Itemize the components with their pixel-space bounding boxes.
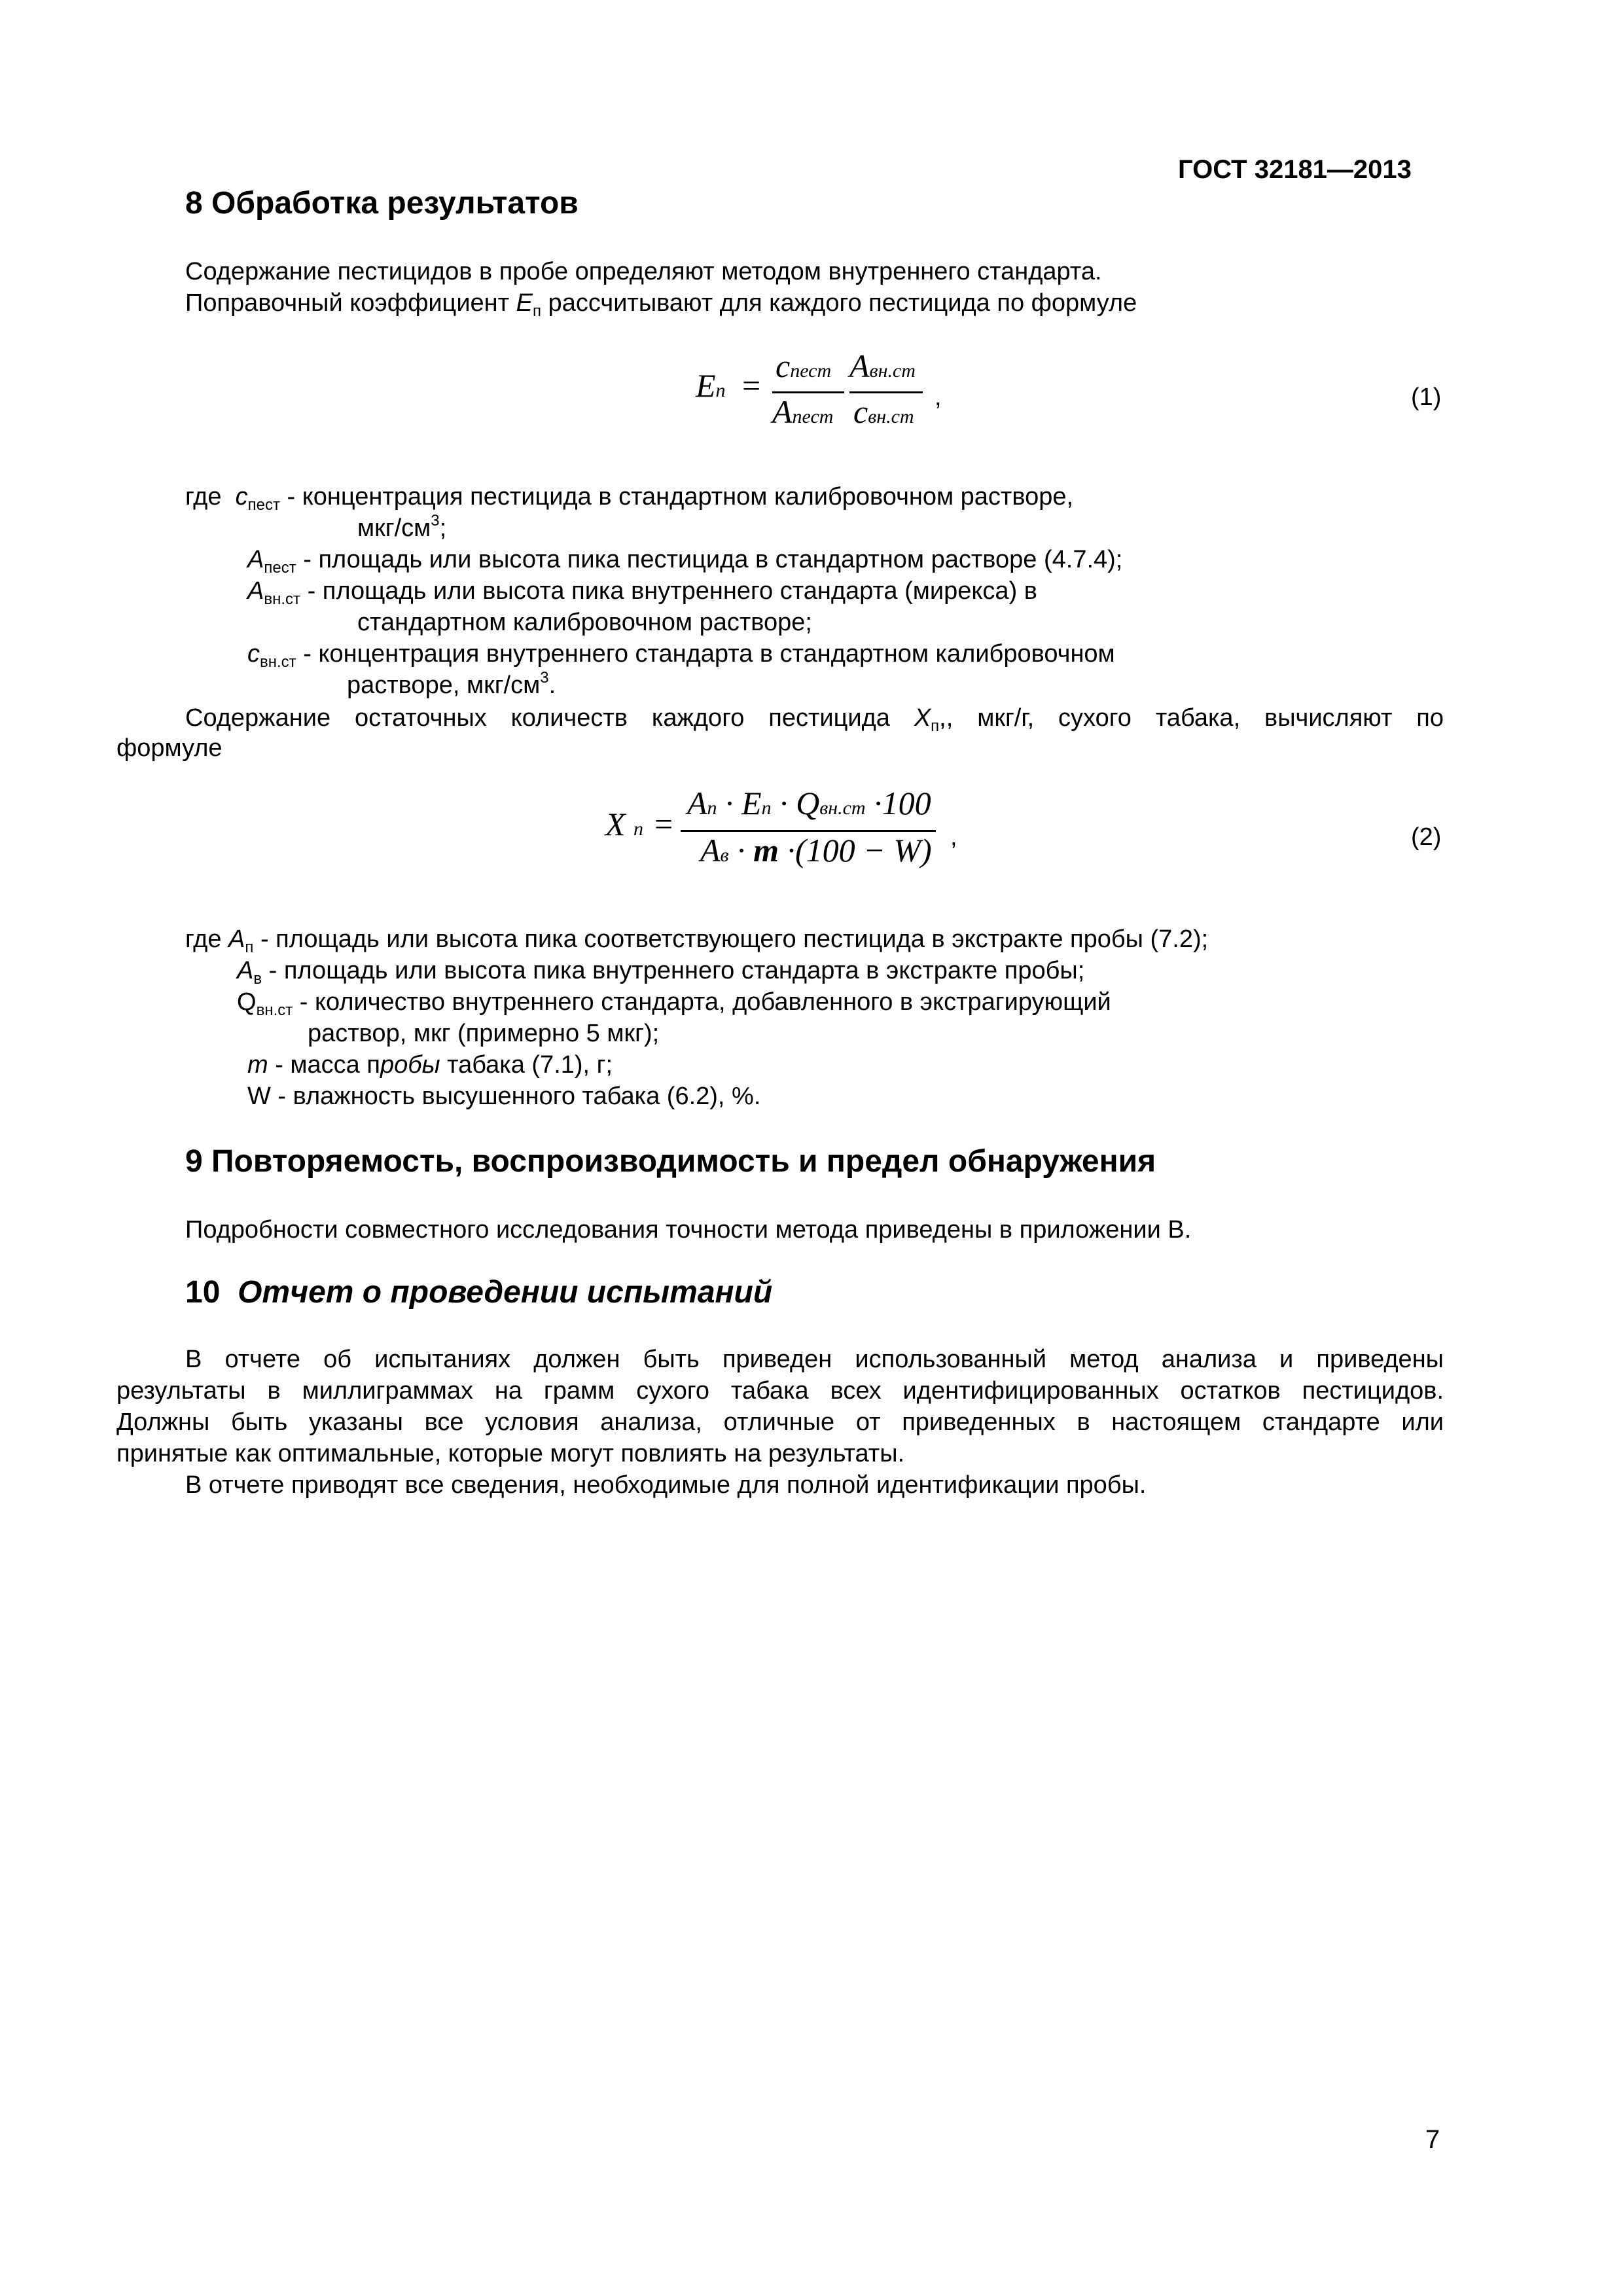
section-8-title: 8 Обработка результатов <box>185 186 579 221</box>
eq2-numerator: An · En · Qвн.ст ·100 <box>687 785 931 821</box>
s10-paragraph-1-line-1: В отчете об испытаниях должен быть приведен использованный метод анализа и приведены <box>185 1346 1444 1373</box>
where2-line-1: где $A_п$ - площадь или высота пика соответствующего пестицида в экстракте пробы (7.2); <box>185 925 1209 956</box>
where1-line-4: $c_{вн.ст}$ - концентрация внутреннего стандарта в стандартном калибровочном <box>247 640 1115 671</box>
s10-paragraph-1-line-3: Должны быть указаны все условия анализа, отличные от приведенных в настоящем стандарте или <box>116 1408 1444 1436</box>
where1-line-1: где $c_{пест}$ - концентрация пестицида в стандартном калибровочном растворе, <box>185 483 1074 514</box>
eq2-lhs: X n <box>605 806 644 842</box>
where1-line-1b: мкг/$см^3$; <box>357 512 447 542</box>
s10-paragraph-1-line-4: принятые как оптимальные, которые могут повлиять на результаты. <box>116 1440 905 1467</box>
page-number: 7 <box>1425 2125 1440 2154</box>
eq2-equals: = <box>654 806 673 842</box>
eq2-comma: , <box>950 823 957 851</box>
s9-paragraph-1: Подробности совместного исследования точности метода приведены в приложении В. <box>185 1216 1192 1244</box>
eq2-number: (2) <box>1411 823 1442 851</box>
eq1-comma: , <box>935 384 942 411</box>
eq1-denominator-2: cвн.ст <box>853 393 914 430</box>
where1-line-3b: стандартном калибровочном растворе; <box>357 609 812 636</box>
eq1-equals: = <box>742 367 761 404</box>
where2-line-5: W - влажность высушенного табака (6.2), %. <box>247 1083 761 1110</box>
eq1-number: (1) <box>1411 384 1442 411</box>
where2-line-3: $Q_{вн.ст}$ - количество внутреннего стандарта, добавленного в экстрагирующий <box>237 988 1111 1019</box>
eq2-denominator: Aв · m ·(100 − W) <box>700 832 932 869</box>
section-10-title: 10 Отчет о проведении испытаний <box>185 1275 773 1310</box>
where2-line-3b: раствор, мкг (примерно 5 мкг); <box>308 1020 660 1047</box>
s8-paragraph-1: Содержание пестицидов в пробе определяют методом внутреннего стандарта. <box>185 258 1102 285</box>
where1-line-2: $A_{пест}$ - площадь или высота пика пестицида в стандартном растворе (4.7.4); <box>247 546 1123 577</box>
eq1-denominator-1: Aпест <box>772 393 834 430</box>
s8-paragraph-3-cont: формуле <box>116 734 223 762</box>
where2-line-4: m - масса пробы табака (7.1), г; <box>247 1051 613 1079</box>
where1-line-4b: растворе, мкг/$см^3$. <box>347 669 556 699</box>
eq1-numerator-2: Aвн.ст <box>849 348 916 384</box>
where2-line-2: $A_в$ - площадь или высота пика внутреннего стандарта в экстракте пробы; <box>237 957 1085 988</box>
s10-paragraph-1-line-2: результаты в миллиграммах на грамм сухого табака всех идентифицированных остатков пестицидов. <box>116 1377 1444 1405</box>
document-id: ГОСТ 32181—2013 <box>1178 155 1412 184</box>
s10-paragraph-2: В отчете приводят все сведения, необходимые для полной идентификации пробы. <box>185 1471 1147 1499</box>
s8-paragraph-2: Поправочный коэффициент $E_п$ рассчитывают для каждого пестицида по формуле <box>185 289 1137 320</box>
section-9-title: 9 Повторяемость, воспроизводимость и предел обнаружения <box>185 1144 1156 1179</box>
s8-paragraph-3: Содержание остаточных количеств каждого пестицида $X_п$,, мкг/г, сухого табака, вычисляют по <box>185 704 1444 735</box>
eq1-numerator-1: cпест <box>776 348 832 384</box>
eq1-lhs: En <box>696 367 726 404</box>
where1-line-3: $A_{вн.ст}$ - площадь или высота пика внутреннего стандарта (мирекса) в <box>247 577 1037 608</box>
